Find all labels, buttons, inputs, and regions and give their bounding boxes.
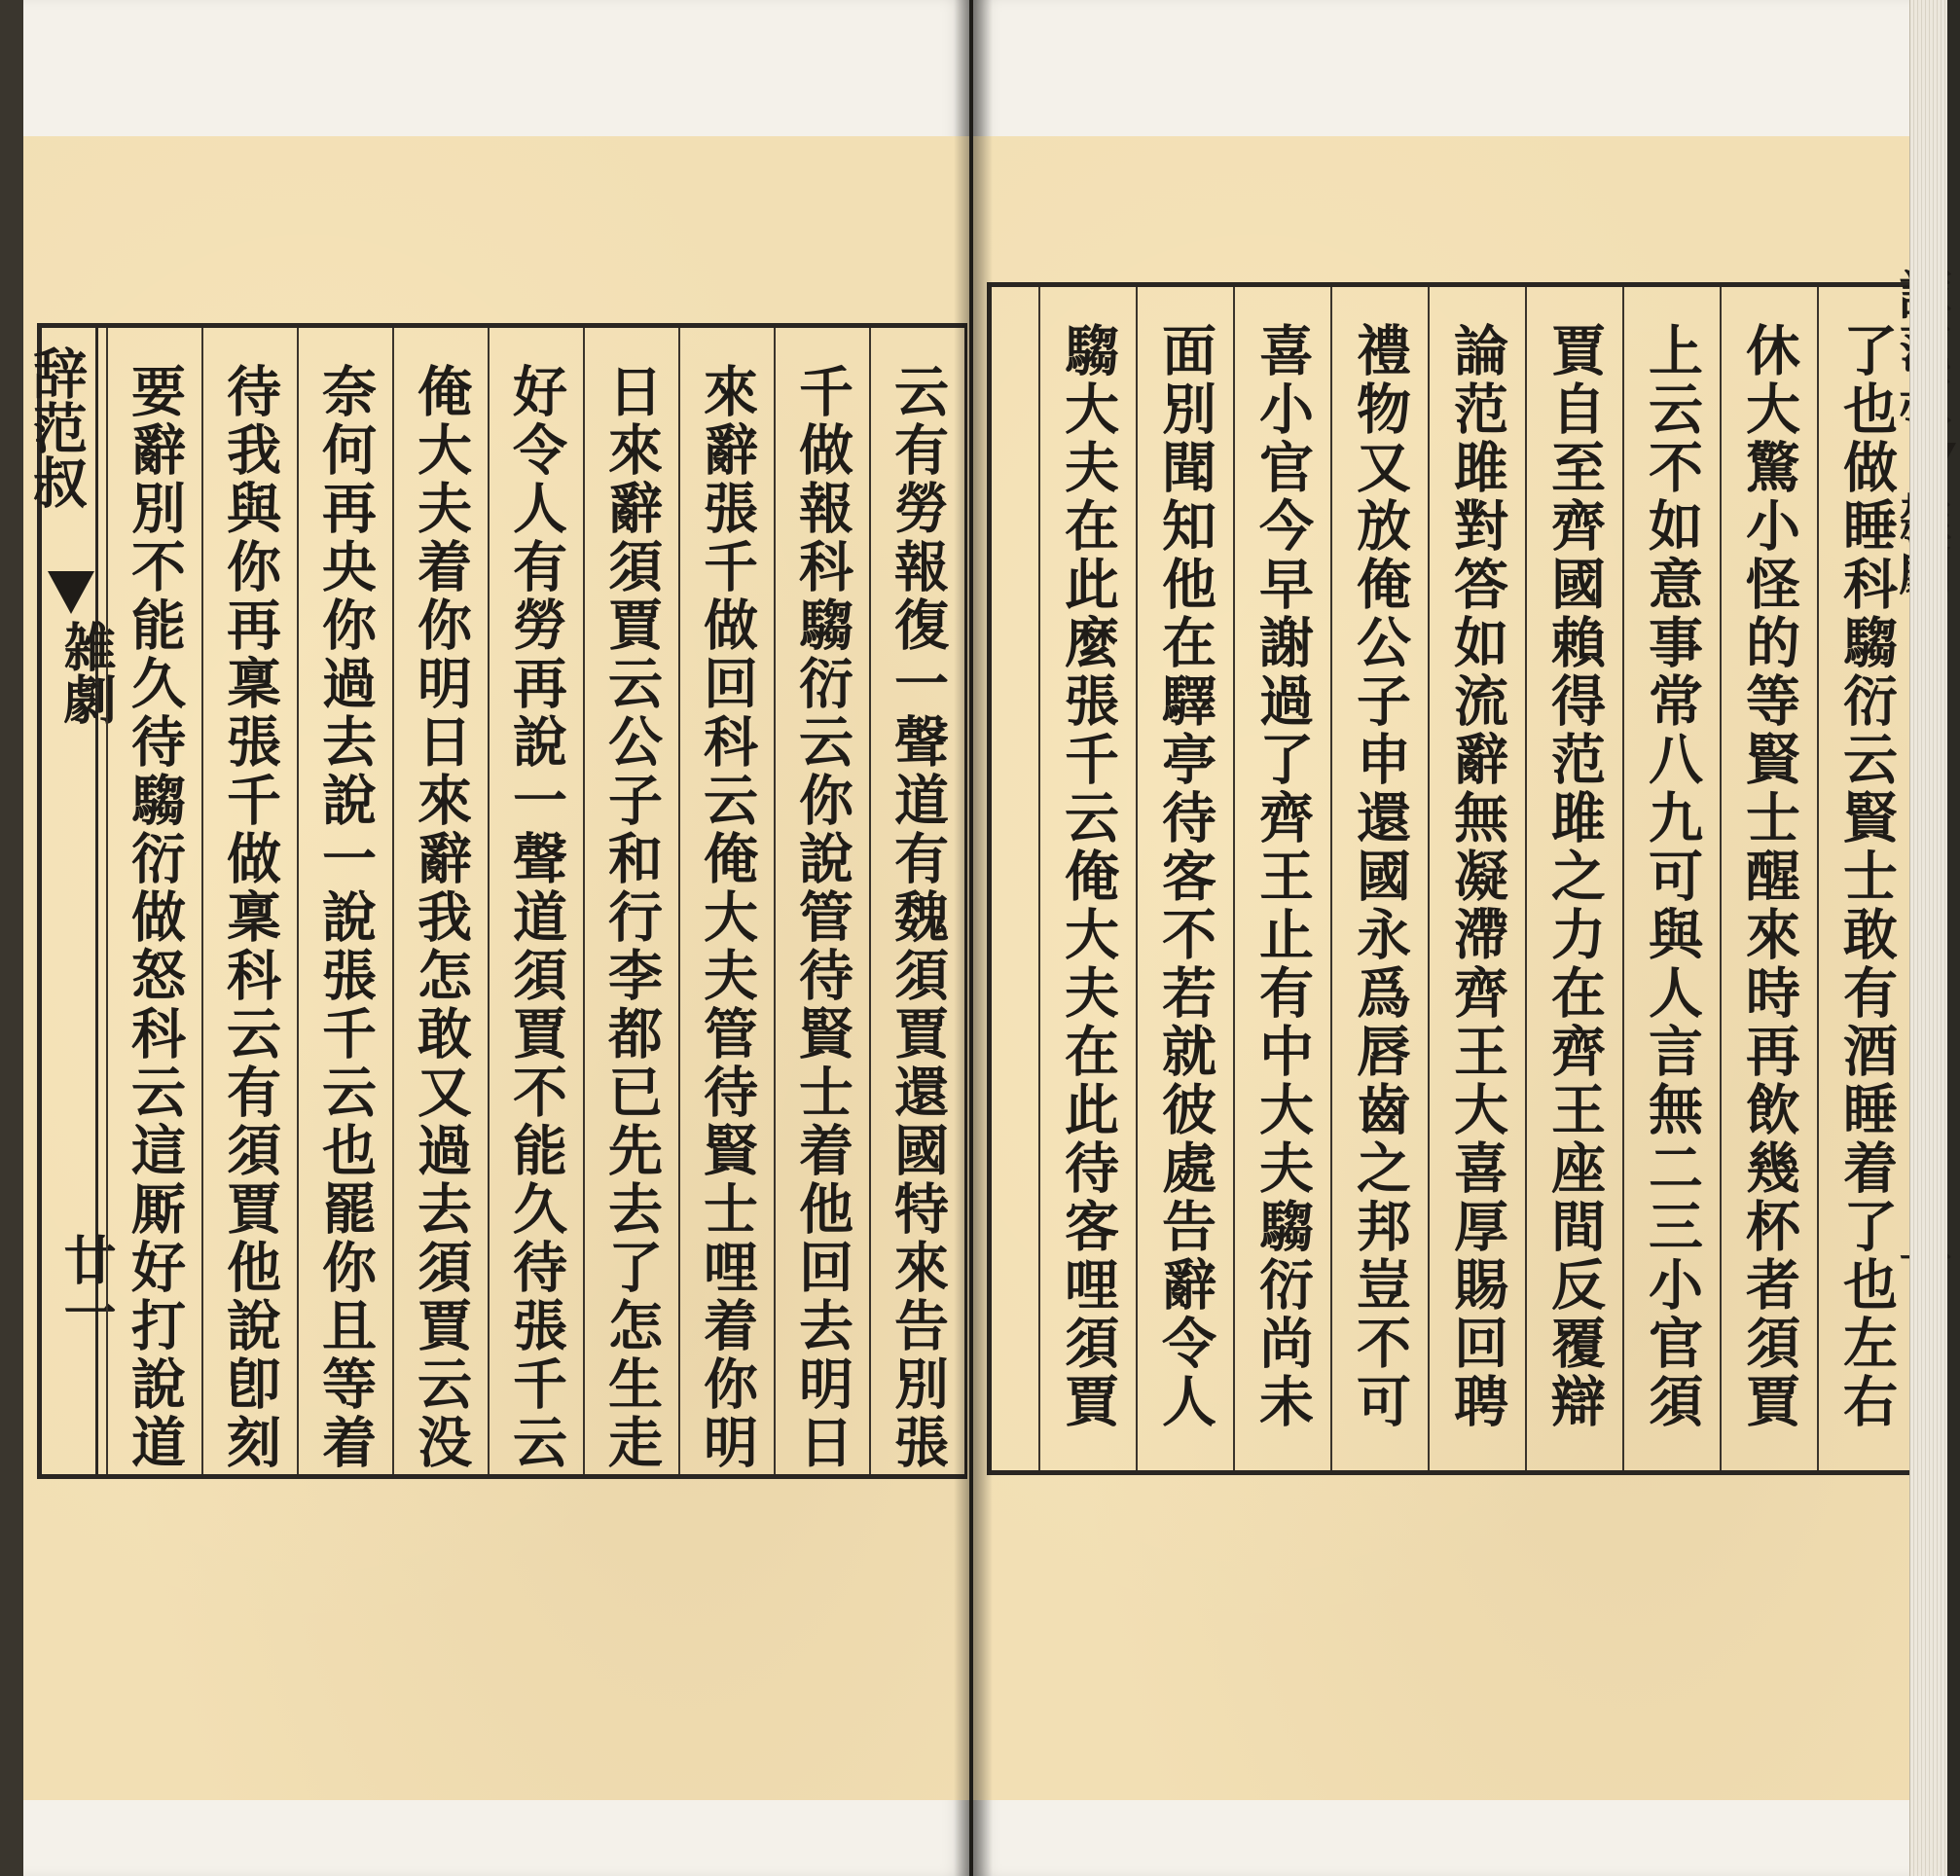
- column-text: 騶大夫在此麼張千云俺大夫在此待客哩須賈: [1056, 322, 1120, 1431]
- page-edge-stack: [1909, 0, 1947, 1876]
- left-columns: [42, 328, 964, 1474]
- text-column: [1038, 287, 1136, 1470]
- text-column: [297, 328, 392, 1474]
- column-text: 奈何再央你過去說一說張千云也罷你且等着: [313, 363, 378, 1472]
- column-text: 休大驚小怪的等賢士醒來時再飲幾杯者須賈: [1737, 322, 1801, 1431]
- left-page: [23, 0, 969, 1876]
- column-text: 論范雎對答如流辭無凝滯齊王大喜厚賜回聘: [1445, 322, 1509, 1431]
- left-text-frame: [24, 323, 967, 1479]
- column-text: 了也做睡科騶衍云賢士敢有酒睡着了也左右: [1834, 322, 1899, 1431]
- left-folio-number: 廿一: [55, 1233, 118, 1338]
- left-margin-title: 辞范叔: [24, 345, 89, 509]
- column-text: 待我與你再稟張千做稟科云有須賈他說卽刻: [218, 363, 282, 1472]
- text-column: [392, 328, 488, 1474]
- right-page: [973, 0, 1909, 1876]
- left-margin-section: 雑劇: [55, 620, 118, 725]
- text-column: [678, 328, 774, 1474]
- column-text: 禮物又放俺公子申還國永爲唇齒之邦豈不可: [1348, 322, 1412, 1431]
- text-column: [1233, 287, 1330, 1470]
- text-column: [1428, 287, 1525, 1470]
- text-column: [1720, 287, 1817, 1470]
- text-column: [106, 328, 201, 1474]
- text-column: [774, 328, 869, 1474]
- book-edge-left: [0, 0, 23, 1876]
- column-text: 俺大夫着你明日來辭我怎敢又過去須賈云没: [409, 363, 473, 1472]
- text-column: [488, 328, 583, 1474]
- column-text: 日來辭須賈云公子和行李都已先去了怎生走: [599, 363, 664, 1472]
- column-text: 喜小官今早謝過了齊王止有中大夫騶衍尚未: [1251, 322, 1315, 1431]
- right-columns: [992, 287, 1909, 1470]
- right-text-frame: [987, 282, 1909, 1475]
- column-text: 云有勞報復一聲道有魏須賈還國特來告別張: [886, 363, 950, 1472]
- column-text: 千做報科騶衍云你說管待賢士着他回去明日: [790, 363, 854, 1472]
- column-text: 來辭張千做回科云俺大夫管待賢士哩着你明: [695, 363, 759, 1472]
- text-column: [1136, 287, 1233, 1470]
- text-column: [201, 328, 297, 1474]
- text-column: [1330, 287, 1428, 1470]
- text-column: [1525, 287, 1622, 1470]
- text-column: [1622, 287, 1720, 1470]
- column-text: 上云不如意事常八九可與人言無二三小官須: [1640, 322, 1704, 1431]
- column-text: 要辭別不能久待騶衍做怒科云這厮好打說道: [123, 363, 187, 1472]
- column-text: 賈自至齊國賴得范雎之力在齊王座間反覆辯: [1543, 322, 1607, 1431]
- text-column: [869, 328, 964, 1474]
- text-column: [583, 328, 678, 1474]
- column-text: 面別聞知他在驛亭待客不若就彼處告辭令人: [1153, 322, 1217, 1431]
- column-text: 好令人有勞再說一聲道須賈不能久待張千云: [504, 363, 568, 1472]
